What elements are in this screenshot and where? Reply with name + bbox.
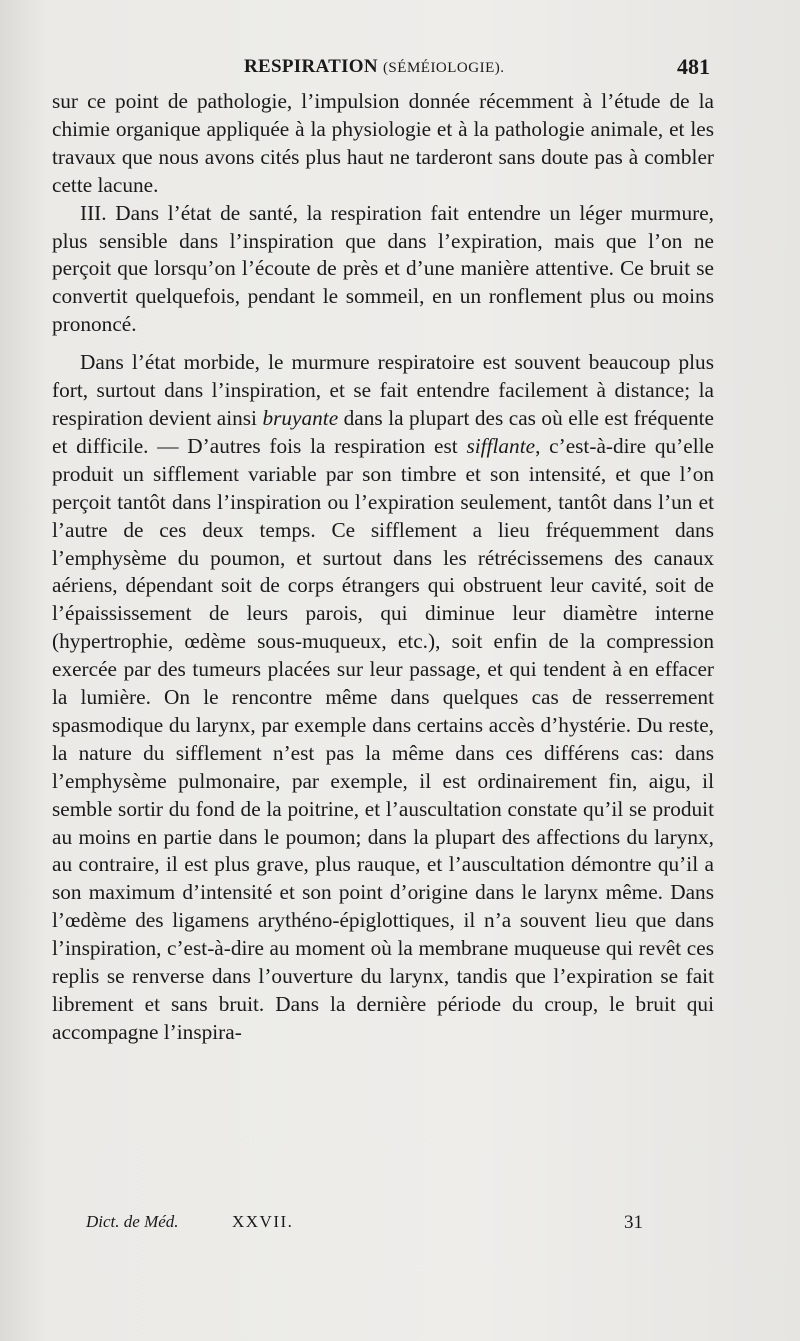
running-head [52,54,714,84]
italic-term: bruyante [262,405,339,430]
signature-mark: 31 [624,1212,643,1233]
running-title-main: RESPIRATION [244,56,378,77]
paragraph-1 [52,88,714,200]
footer-volume: XXVII. [232,1212,294,1231]
running-title [244,56,505,78]
page-footer [86,1212,666,1242]
text-run: dans la plupart des cas où elle est fréquente et difficile. — D’autres fois la respiration est [52,405,714,458]
text-run: , c’est-à-dire qu’elle produit un sifflement variable par son timbre et son intensité, et que l’on perçoit tantôt dans l’inspiration ou l’expiration seulement, tantôt dans l’un et l’autre de ces deux temps. Ce sifflement a lieu fréquemment dans l’emphysème du poumon, et surtout dans les rétrécissemens des canaux aériens, dépendant soit de corps étrangers qui obstruent leur cavité, soit de l’épaississement de leurs parois, qui diminue leur diamètre interne (hypertrophie, œdème sous-muqueux, etc.), soit enfin de la compression exercée par des tumeurs placées sur leur passage, et qui tendent à en effacer la lumière. On le rencontre même dans quelques cas de resserrement spasmodique du larynx, par exemple dans certains accès d’hystérie. Du reste, la nature du sifflement n’est pas la même dans ces différens cas: dans l’emphysème pulmonaire, par exemple, il est ordinairement fin, aigu, il semble sortir du fond de la poitrine, et l’auscultation constate qu’il se produit au moins en partie dans le poumon; dans la plupart des affections du larynx, au contraire, il est plus grave, plus rauque, et l’auscultation démontre qu’il a son maximum d’intensité et son point d’origine dans le larynx même. Dans l’œdème des ligamens arythéno-épiglottiques, il n’a souvent lieu que dans l’inspiration, c’est-à-dire au moment où la membrane muqueuse qui revêt ces replis se renverse dans l’ouverture du larynx, tandis que l’expiration se fait librement et sans bruit. Dans la dernière période du croup, le bruit qui accompagne l’inspira- [52,433,714,1044]
text-run: III. Dans l’état de santé, la respiration fait entendre un léger murmure, plus sensible dans l’inspiration que dans l’expiration, mais que l’on ne perçoit que lorsqu’on l’écoute de près et d’une manière attentive. Ce bruit se convertit quelquefois, pendant le sommeil, en un ronflement plus ou moins prononcé. [52,200,714,337]
page-number: 481 [677,54,710,79]
italic-term: sifflante [466,433,536,458]
text-run: Dans l’état morbide, le murmure respiratoire est souvent beaucoup plus fort, surtout dans l’inspiration, et se fait entendre facilement à distance; la respiration devient ainsi [52,350,714,430]
footer-source: Dict. de Méd. [86,1212,179,1231]
text-run: sur ce point de pathologie, l’impulsion donnée récemment à l’étude de la chimie organique appliquée à la physiologie et à la pathologie animale, et les travaux que nous avons cités plus haut ne tarderont sans doute pas à combler cette lacune. [52,89,714,197]
paragraph-2 [52,200,714,340]
paragraph-3 [52,349,714,1047]
body-text [52,88,714,1047]
running-title-paren: (SÉMÉIOLOGIE). [382,60,505,76]
